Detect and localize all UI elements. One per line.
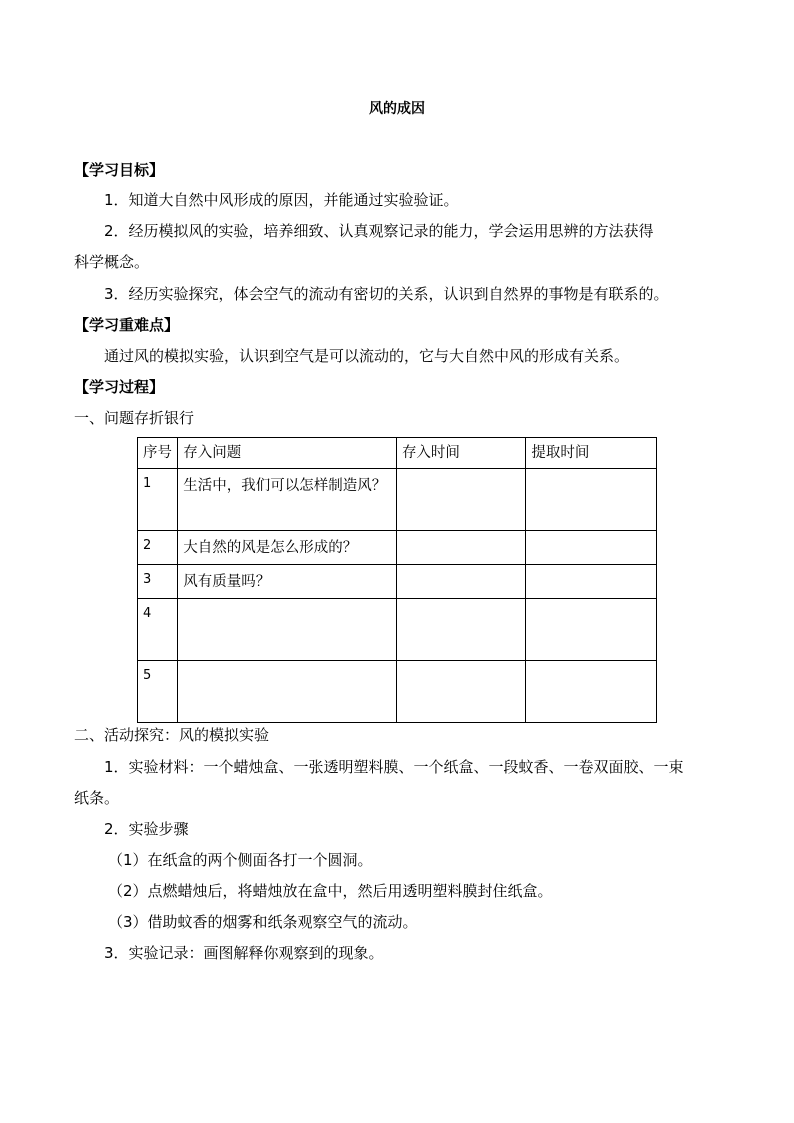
- row-withdraw-time: [526, 661, 657, 723]
- goal-item-2-line-1: 2．经历模拟风的实验，培养细致、认真观察记录的能力，学会运用思辨的方法获得: [104, 222, 654, 240]
- row-withdraw-time: [526, 469, 657, 531]
- row-number: 5: [138, 661, 178, 723]
- steps-title: 2．实验步骤: [104, 820, 189, 838]
- row-number: 3: [138, 565, 178, 599]
- row-number: 4: [138, 599, 178, 661]
- goal-item-2-line-2: 科学概念。: [74, 253, 150, 271]
- row-withdraw-time: [526, 531, 657, 565]
- table-row: [138, 531, 657, 565]
- row-deposit-time: [396, 531, 525, 565]
- key-points-text: 通过风的模拟实验，认识到空气是可以流动的，它与大自然中风的形成有关系。: [104, 347, 630, 365]
- table-header-row: [138, 438, 657, 469]
- goal-item-3: 3．经历实验探究，体会空气的流动有密切的关系，认识到自然界的事物是有联系的。: [104, 285, 669, 303]
- record-instruction: 3．实验记录：画图解释你观察到的现象。: [104, 944, 384, 962]
- header-withdraw-time: 提取时间: [526, 438, 657, 469]
- row-deposit-time: [396, 599, 525, 661]
- row-question: 风有质量吗？: [178, 565, 397, 599]
- row-withdraw-time: [526, 565, 657, 599]
- table-row: [138, 469, 657, 531]
- step-3: （3）借助蚊香的烟雾和纸条观察空气的流动。: [108, 913, 418, 931]
- step-1: （1）在纸盒的两个侧面各打一个圆洞。: [108, 851, 373, 869]
- key-points-heading: 【学习重难点】: [74, 316, 180, 334]
- part1-title: 一、问题存折银行: [74, 409, 195, 427]
- row-number: 2: [138, 531, 178, 565]
- question-bank-table: [137, 437, 657, 723]
- part2-title: 二、活动探究：风的模拟实验: [74, 726, 270, 744]
- row-question: 生活中，我们可以怎样制造风？: [178, 469, 397, 531]
- row-question: 大自然的风是怎么形成的？: [178, 531, 397, 565]
- row-number: 1: [138, 469, 178, 531]
- materials-line-1: 1．实验材料：一个蜡烛盒、一张透明塑料膜、一个纸盒、一段蚊香、一卷双面胶、一束: [104, 758, 684, 776]
- header-number: 序号: [138, 438, 178, 469]
- goals-heading: 【学习目标】: [74, 161, 165, 179]
- row-deposit-time: [396, 469, 525, 531]
- materials-line-2: 纸条。: [74, 789, 120, 807]
- page-title: 风的成因: [369, 101, 425, 117]
- header-question: 存入问题: [178, 438, 397, 469]
- table-row: [138, 565, 657, 599]
- process-heading: 【学习过程】: [74, 378, 165, 396]
- goal-item-1: 1．知道大自然中风形成的原因，并能通过实验验证。: [104, 191, 459, 209]
- table-row: [138, 661, 657, 723]
- row-withdraw-time: [526, 599, 657, 661]
- step-2: （2）点燃蜡烛后，将蜡烛放在盒中，然后用透明塑料膜封住纸盒。: [108, 882, 553, 900]
- table-row: [138, 599, 657, 661]
- row-deposit-time: [396, 661, 525, 723]
- row-question: [178, 599, 397, 661]
- row-question: [178, 661, 397, 723]
- row-deposit-time: [396, 565, 525, 599]
- header-deposit-time: 存入时间: [396, 438, 525, 469]
